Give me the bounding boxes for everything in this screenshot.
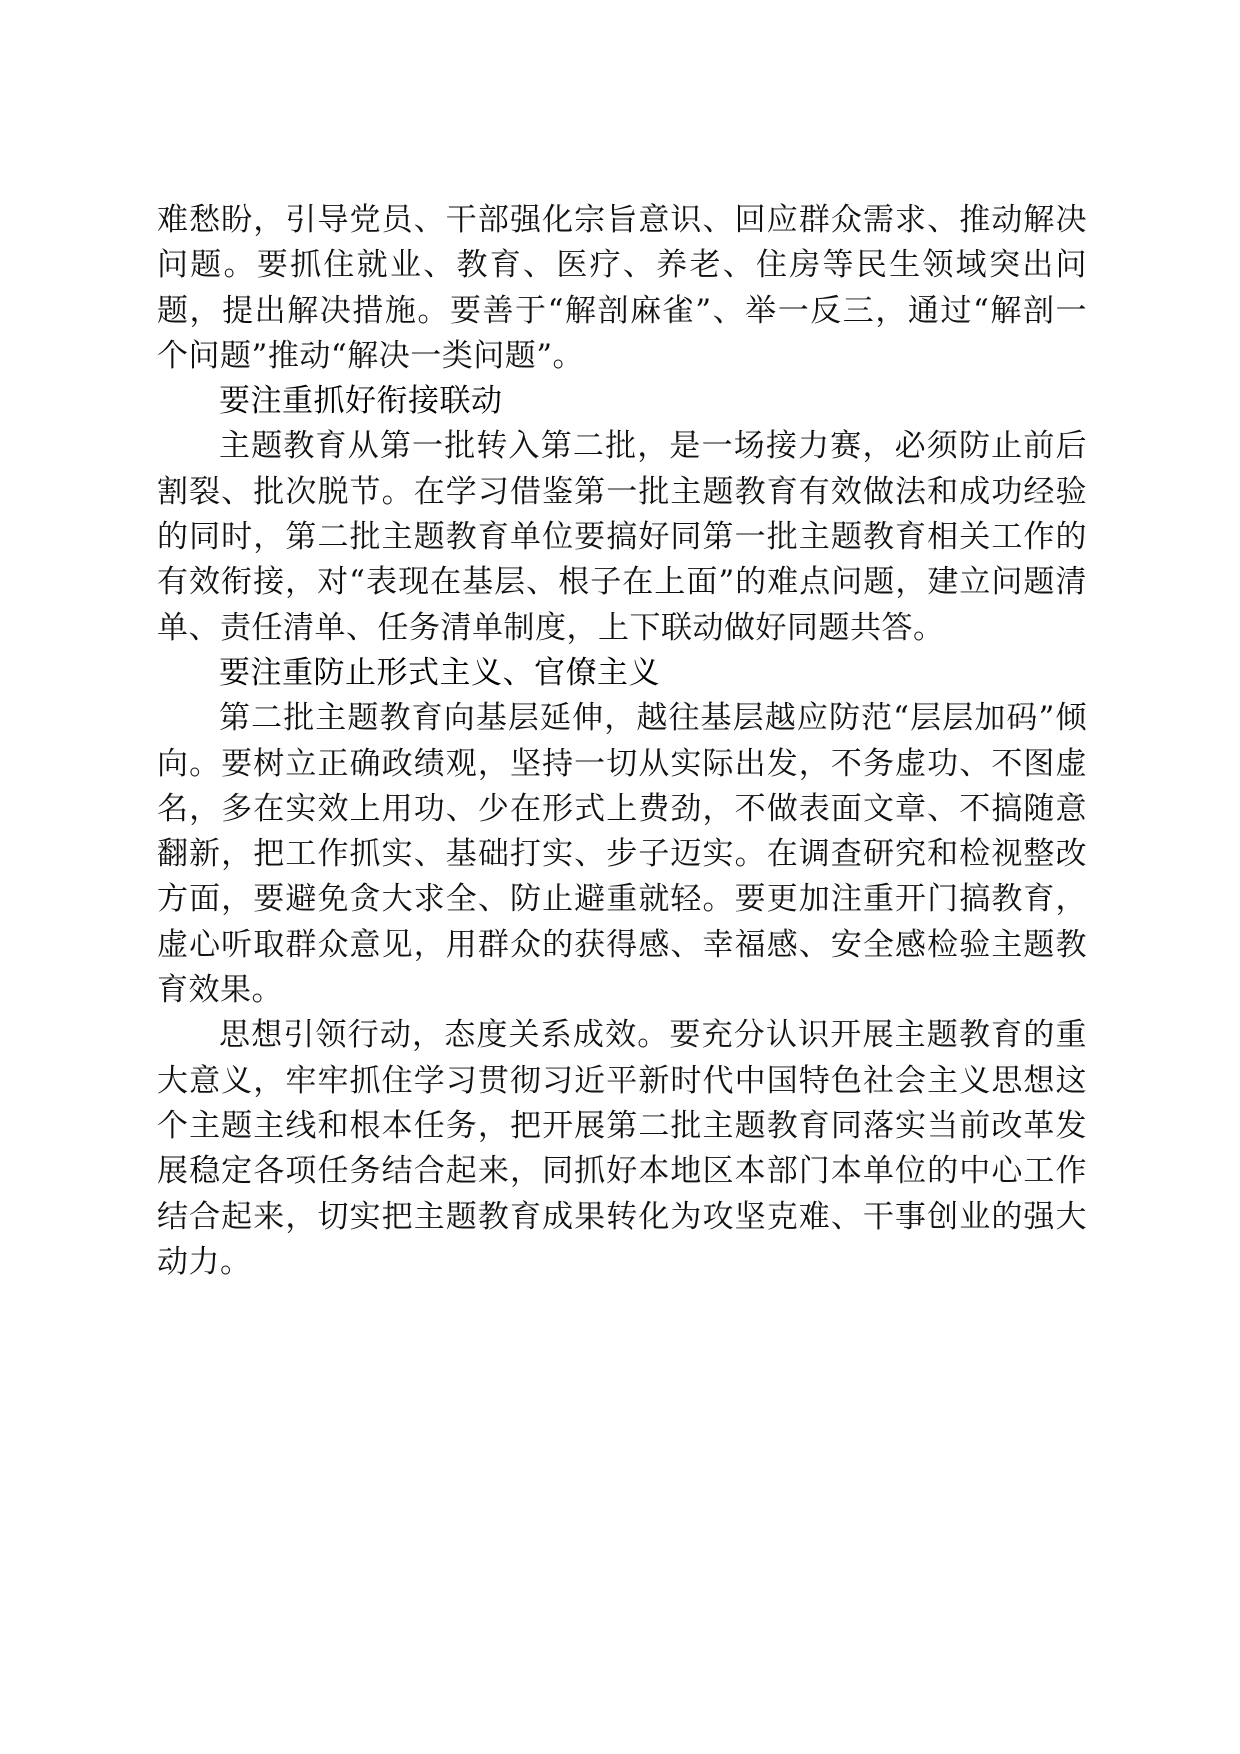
paragraph-continued: 难愁盼，引导党员、干部强化宗旨意识、回应群众需求、推动解决问题。要抓住就业、教育、医疗、养老、住房等民生领域突出问题，提出解决措施。要善于“解剖麻雀”、举一反三，通过“解剖一个问题”推动“解决一类问题”。 — [157, 202, 1087, 374]
paragraph-conclusion: 思想引领行动，态度关系成效。要充分认识开展主题教育的重大意义，牢牢抓住学习贯彻习近平新时代中国特色社会主义思想这个主题主线和根本任务，把开展第二批主题教育同落实当前改革发展稳定各项任务结合起来，同抓好本地区本部门本单位的中心工作结合起来，切实把主题教育成果转化为攻坚克难、干事创业的强大动力。 — [157, 1017, 1087, 1280]
section-heading-coordination: 要注重抓好衔接联动 — [219, 383, 503, 420]
paragraph-formalism: 第二批主题教育向基层延伸，越往基层越应防范“层层加码”倾向。要树立正确政绩观，坚持一切从实际出发，不务虚功、不图虚名，多在实效上用功、少在形式上费劲，不做表面文章、不搞随意翻新，把工作抓实、基础打实、步子迈实。在调查研究和检视整改方面，要避免贪大求全、防止避重就轻。要更加注重开门搞教育，虚心听取群众意见，用群众的获得感、幸福感、安全感检验主题教育效果。 — [157, 700, 1087, 1009]
paragraph-coordination: 主题教育从第一批转入第二批，是一场接力赛，必须防止前后割裂、批次脱节。在学习借鉴第一批主题教育有效做法和成功经验的同时，第二批主题教育单位要搞好同第一批主题教育相关工作的有效衔接，对“表现在基层、根子在上面”的难点问题，建立问题清单、责任清单、任务清单制度，上下联动做好同题共答。 — [157, 428, 1087, 646]
document-body — [157, 198, 1087, 1285]
section-heading-formalism: 要注重防止形式主义、官僚主义 — [219, 654, 660, 691]
